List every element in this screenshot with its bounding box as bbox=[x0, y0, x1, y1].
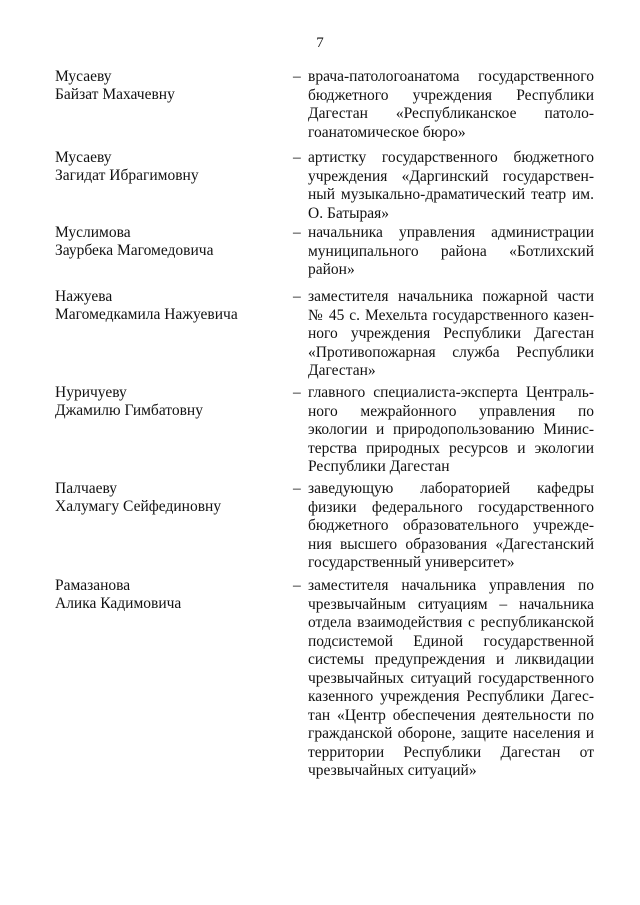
appointee-given-name: Алика Кадимовича bbox=[55, 595, 182, 612]
position-line: физики федерального государственного bbox=[308, 498, 594, 516]
position-line: учреждения «Даргинский государствен- bbox=[308, 167, 594, 185]
position-line: отдела взаимодействия с республиканской bbox=[308, 614, 594, 631]
position-line: казенного учреждения Республики Дагес- bbox=[308, 688, 594, 705]
entry-dash: – bbox=[293, 480, 301, 497]
position-line: тан «Центр обеспечения деятельности по bbox=[308, 706, 594, 724]
appointee-given-name: Байзат Махачевну bbox=[55, 86, 175, 103]
position-line: гоанатомическое бюро» bbox=[308, 123, 466, 141]
position-line: территории Республики Дагестан от bbox=[308, 743, 594, 761]
appointee-position bbox=[308, 480, 594, 573]
position-line: ния высшего образования «Дагестанский bbox=[308, 535, 594, 553]
appointee-surname: Муслимова bbox=[55, 224, 131, 241]
appointee-given-name: Заурбека Магомедовича bbox=[55, 242, 214, 259]
appointee-name bbox=[55, 384, 285, 420]
position-line: государственный университет» bbox=[308, 554, 515, 571]
appointee-name bbox=[55, 68, 285, 104]
appointee-given-name: Магомедкамила Нажуевича bbox=[55, 306, 238, 323]
appointee-position bbox=[308, 68, 594, 142]
position-line: «Противопожарная служба Республики bbox=[308, 343, 594, 361]
position-line: муниципального района «Ботлихский bbox=[308, 242, 594, 260]
appointee-surname: Мусаеву bbox=[55, 68, 112, 85]
position-line: ный музыкально-драматический театр им. bbox=[308, 186, 594, 203]
appointee-given-name: Халумагу Сейфединовну bbox=[55, 498, 222, 515]
position-line: терства природных ресурсов и экологии bbox=[308, 439, 594, 457]
appointee-surname: Палчаеву bbox=[55, 480, 118, 497]
entry-dash: – bbox=[293, 224, 301, 241]
position-line: чрезвычайных ситуаций» bbox=[308, 762, 477, 779]
appointee-position bbox=[308, 577, 594, 781]
position-line: ного межрайонного управления по bbox=[308, 402, 594, 420]
appointee-surname: Нажуева bbox=[55, 288, 113, 305]
position-line: район» bbox=[308, 261, 355, 278]
appointee-name bbox=[55, 149, 285, 185]
position-line: бюджетного образовательного учрежде- bbox=[308, 517, 594, 534]
position-line: О. Батырая» bbox=[308, 204, 390, 222]
position-line: главного специалиста-эксперта Централь- bbox=[308, 384, 594, 401]
position-line: Дагестан «Республиканское патоло- bbox=[308, 105, 594, 122]
appointee-given-name: Джамилю Гимбатовну bbox=[55, 402, 203, 419]
appointee-surname: Нуричуеву bbox=[55, 384, 127, 401]
position-line: бюджетного учреждения Республики bbox=[308, 86, 594, 104]
appointee-position bbox=[308, 384, 594, 477]
appointee-name bbox=[55, 577, 285, 613]
appointee-surname: Мусаеву bbox=[55, 149, 112, 166]
position-line: Дагестан» bbox=[308, 362, 376, 379]
position-line: Республики Дагестан bbox=[308, 458, 450, 475]
position-line: системы предупреждения и ликвидации bbox=[308, 651, 594, 668]
position-line: заместителя начальника управления по bbox=[308, 577, 594, 594]
position-line: чрезвычайных ситуаций государственного bbox=[308, 669, 594, 687]
position-line: артистку государственного бюджетного bbox=[308, 149, 594, 166]
position-line: врача-патологоанатома государственного bbox=[308, 68, 594, 85]
appointee-name bbox=[55, 480, 285, 516]
position-line: № 45 с. Мехельта государственного казен- bbox=[308, 306, 594, 324]
appointee-given-name: Загидат Ибрагимовну bbox=[55, 167, 199, 184]
appointee-position bbox=[308, 224, 594, 280]
entry-dash: – bbox=[293, 68, 301, 85]
entry-dash: – bbox=[293, 384, 301, 401]
position-line: гражданской обороне, защите населения и bbox=[308, 725, 594, 742]
entry-dash: – bbox=[293, 288, 301, 305]
appointee-position bbox=[308, 149, 594, 223]
position-line: экологии и природопользованию Минис- bbox=[308, 421, 594, 438]
position-line: заместителя начальника пожарной части bbox=[308, 288, 594, 305]
position-line: начальника управления администрации bbox=[308, 224, 594, 241]
appointee-name bbox=[55, 224, 285, 260]
appointee-surname: Рамазанова bbox=[55, 577, 131, 594]
appointee-position bbox=[308, 288, 594, 381]
position-line: чрезвычайным ситуациям – начальника bbox=[308, 595, 594, 613]
page-number: 7 bbox=[316, 35, 324, 51]
position-line: подсистемой Единой государственной bbox=[308, 632, 594, 650]
appointee-name bbox=[55, 288, 285, 324]
entry-dash: – bbox=[293, 577, 301, 594]
position-line: ного учреждения Республики Дагестан bbox=[308, 325, 594, 342]
entry-dash: – bbox=[293, 149, 301, 166]
position-line: заведующую лабораторией кафедры bbox=[308, 480, 594, 497]
